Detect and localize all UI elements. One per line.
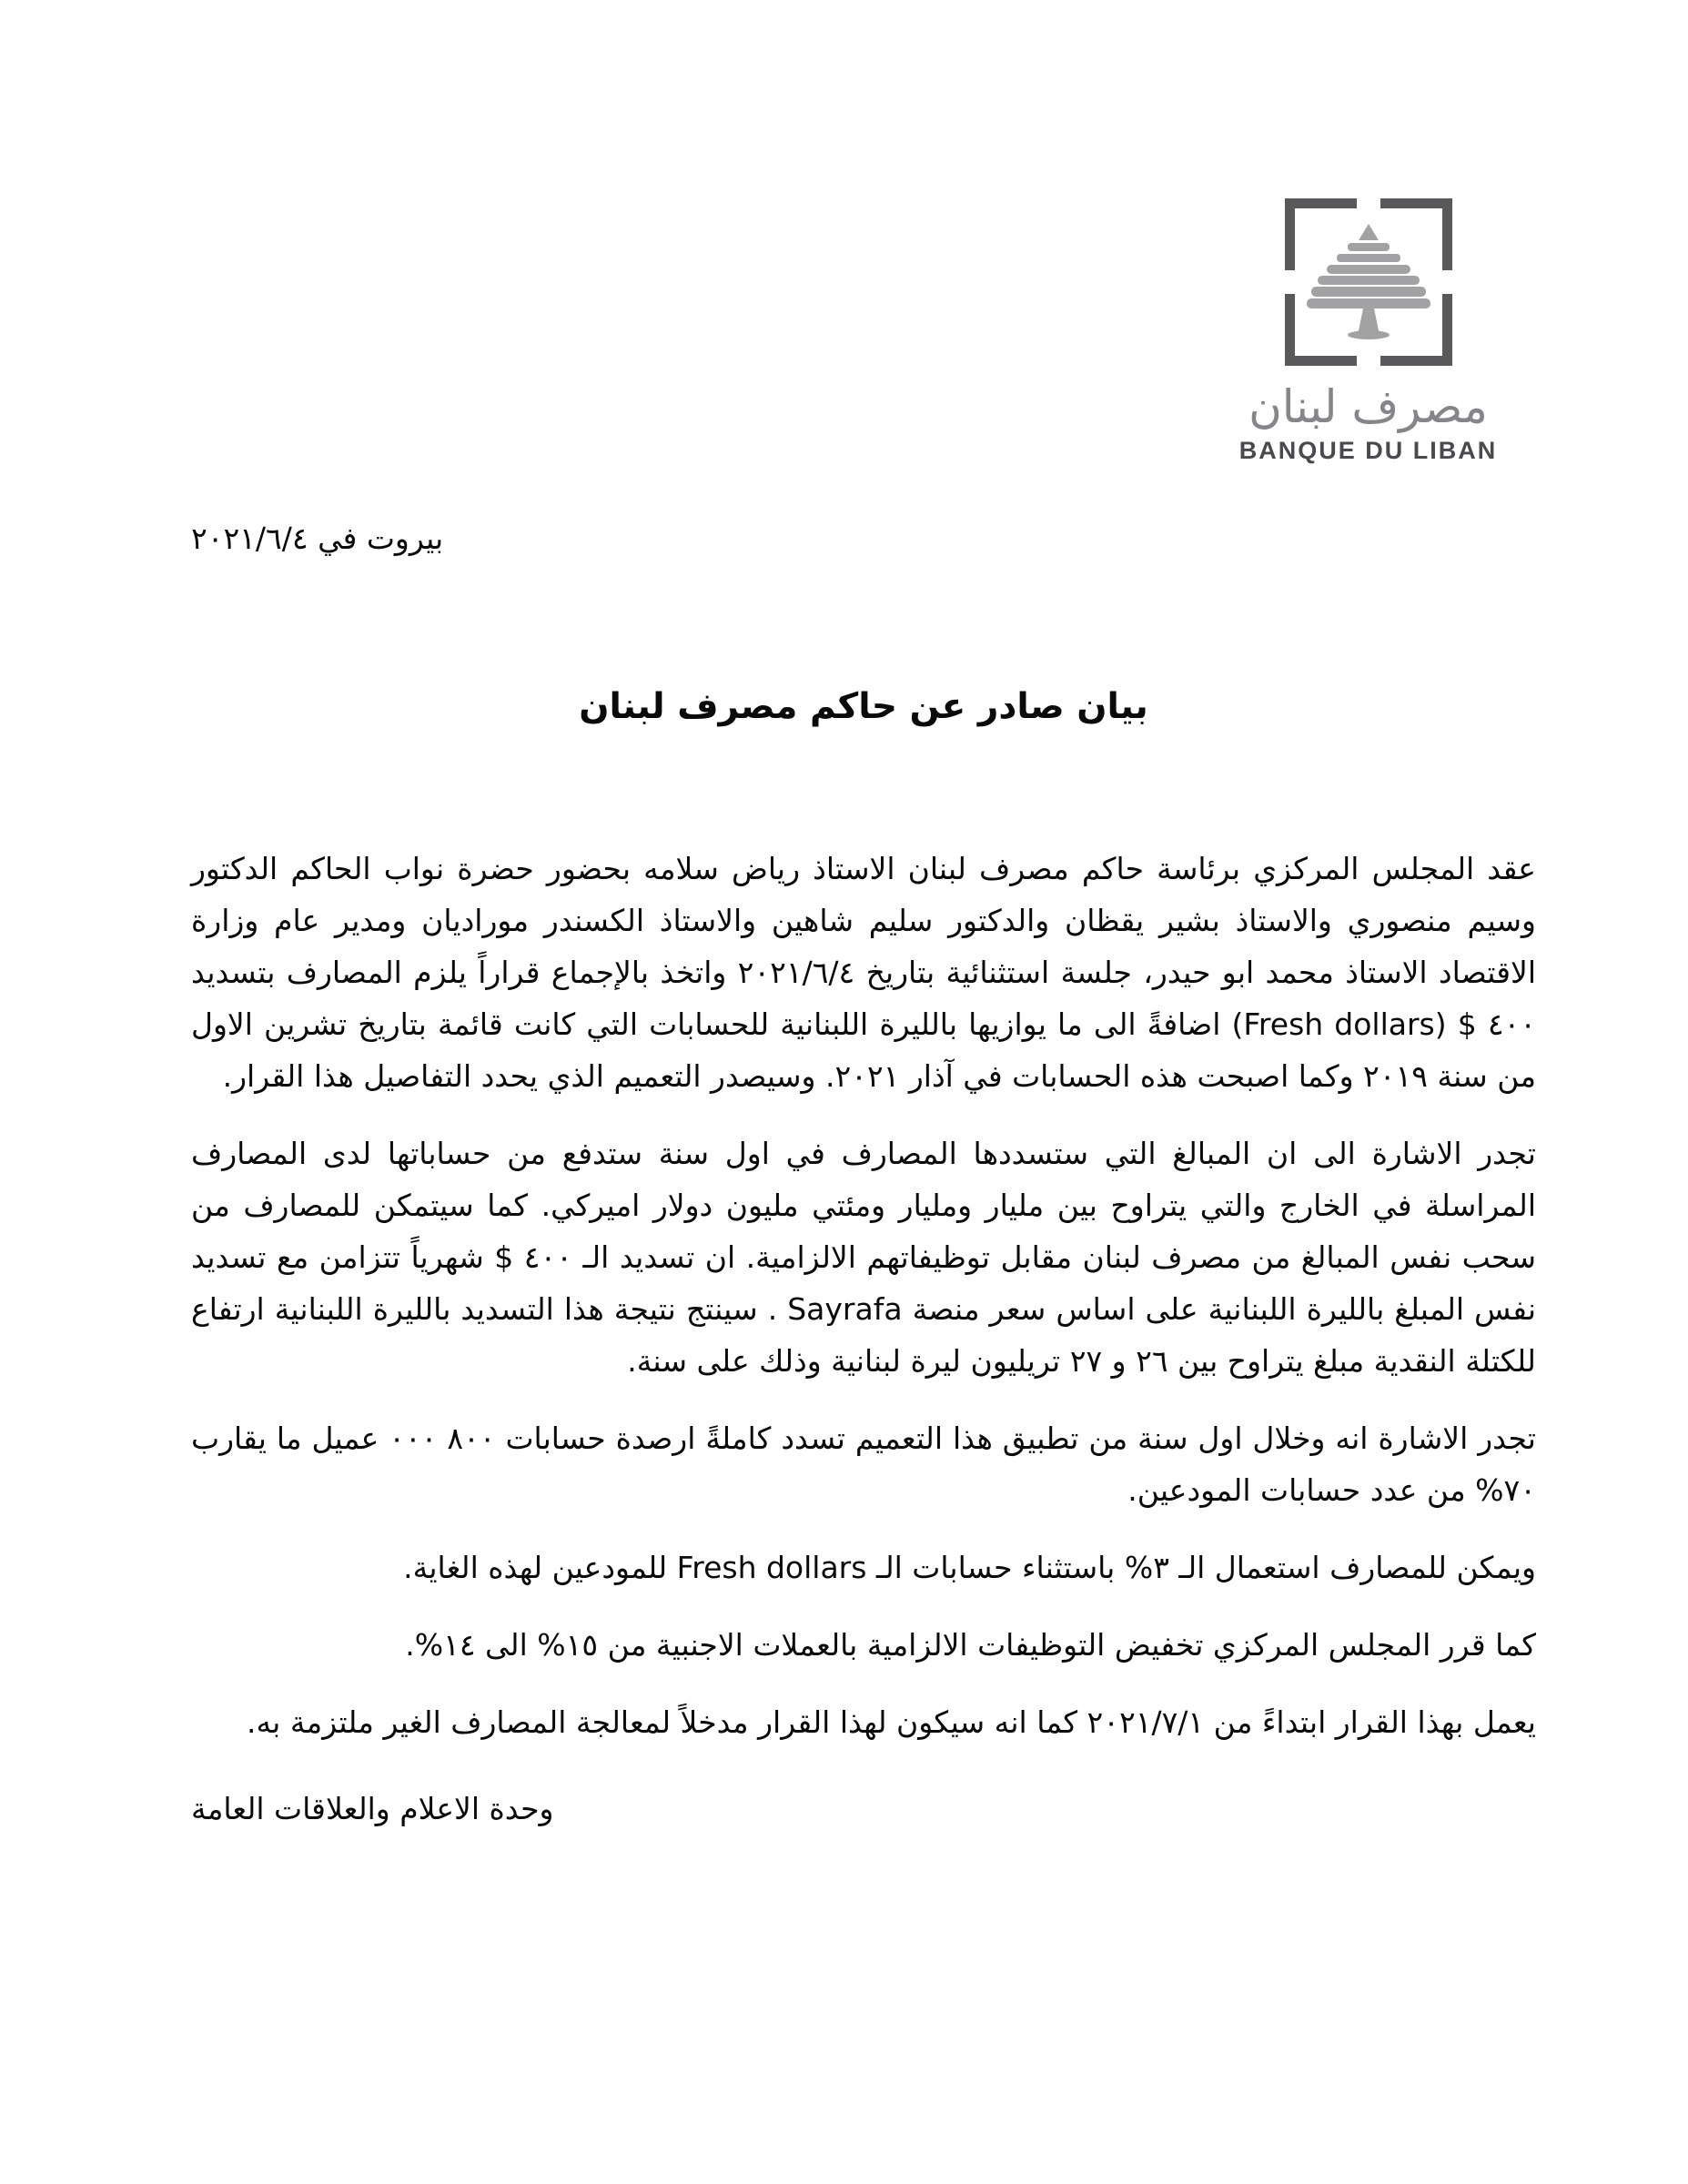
- date-line: بيروت في ٢٠٢١/٦/٤: [191, 521, 444, 556]
- statement-paragraph-2: تجدر الاشارة الى ان المبالغ التي ستسددها المصارف في اول سنة ستدفع من حساباتها لدى المصارف المراسلة في الخارج والتي يتراوح بين مليار ومليار ومئتي مليون دولار اميركي. كما سيتمكن للمصارف من سحب نفس المبالغ من مصرف لبنان مقابل توظيفاتهم الالزامية. ان تسديد الـ ٤٠٠ $ شهرياً تتزامن مع تسديد نفس المبلغ بالليرة اللبنانية على اساس سعر منصة Sayrafa . سينتج نتيجة هذا التسديد بالليرة اللبنانية ارتفاع للكتلة النقدية مبلغ يتراوح بين ٢٦ و ٢٧ تريليون ليرة لبنانية وذلك على سنة.: [191, 1136, 1537, 1379]
- statement-paragraph-6: يعمل بهذا القرار ابتداءً من ٢٠٢١/٧/١ كما انه سيكون لهذا القرار مدخلاً لمعالجة المصارف الغير ملتزمة به.: [246, 1704, 1536, 1740]
- bdl-logo-arabic-name: مصرف لبنان: [1248, 380, 1488, 433]
- bdl-logo-latin-name: BANQUE DU LIBAN: [1238, 437, 1498, 464]
- signature-unit: وحدة الاعلام والعلاقات العامة: [191, 1791, 554, 1826]
- statement-title: بيان صادر عن حاكم مصرف لبنان: [579, 686, 1148, 727]
- statement-paragraph-4: ويمكن للمصارف استعمال الـ ٣% باستثناء حسابات الـ Fresh dollars للمودعين لهذه الغاية.: [403, 1550, 1536, 1585]
- statement-paragraph-1: عقد المجلس المركزي برئاسة حاكم مصرف لبنان الاستاذ رياض سلامه بحضور حضرة نواب الحاكم الدكتور وسيم منصوري والاستاذ بشير يقظان والدكتور سليم شاهين والاستاذ الكسندر موراديان ومدير عام وزارة الاقتصاد الاستاذ محمد ابو حيدر، جلسة استثنائية بتاريخ ٢٠٢١/٦/٤ واتخذ بالإجماع قراراً يلزم المصارف بتسديد ٤٠٠ $ (Fresh dollars) اضافةً الى ما يوازيها بالليرة اللبنانية للحسابات التي كانت قائمة بتاريخ تشرين الاول من سنة ٢٠١٩ وكما اصبحت هذه الحسابات في آذار ٢٠٢١. وسيصدر التعميم الذي يحدد التفاصيل هذا القرار.: [191, 851, 1537, 1094]
- statement-paragraph-3: تجدر الاشارة انه وخلال اول سنة من تطبيق هذا التعميم تسدد كاملةً ارصدة حسابات ‪٨٠٠ ٠٠٠‬ عميل ما يقارب ٧٠% من عدد حسابات المودعين.: [191, 1421, 1536, 1508]
- letter-content: [191, 0, 1536, 1835]
- statement-paragraph-5: كما قرر المجلس المركزي تخفيض التوظيفات الالزامية بالعملات الاجنبية من ١٥% الى ١٤%.: [405, 1627, 1536, 1663]
- statement-body: [191, 843, 1536, 1748]
